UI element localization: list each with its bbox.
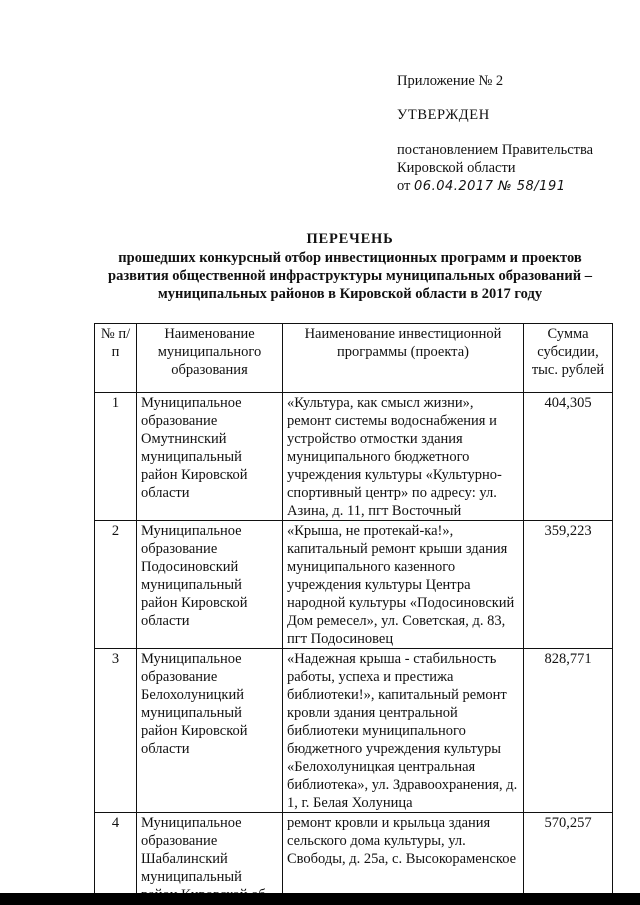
table-row [95, 393, 613, 521]
document-title: ПЕРЕЧЕНЬ [306, 231, 394, 247]
table-header-row [95, 324, 613, 393]
cell-municipality: Муниципальное образование Белохолуницкий муниципальный район Кировской области [137, 649, 283, 813]
cell-municipality: Муниципальное образование Шабалинский муниципальный [137, 813, 283, 905]
document-heading [80, 230, 620, 303]
cell-municipality: Муниципальное образование Омутнинский муниципальный район Кировской области [137, 393, 283, 521]
cell-program: ремонт кровли и крыльца здания сельского дома культуры, ул. Свободы, д. 25а, с. Высокораменское [283, 813, 524, 905]
header-num: № п/п [95, 324, 137, 393]
program-table [94, 323, 613, 905]
cell-sum: 404,305 [524, 393, 613, 521]
header-program: Наименование инвестиционной программы (проекта) [283, 324, 524, 393]
approval-line-1: постановлением Правительства [397, 142, 594, 158]
heading-line-3: муниципальных районов в Кировской области в 2017 году [157, 286, 543, 302]
heading-line-2: развития общественной инфраструктуры муниципальных образований – [108, 268, 592, 284]
approval-block [397, 72, 622, 196]
cell-num: 2 [95, 521, 137, 649]
table-row [95, 813, 613, 905]
table-row [95, 649, 613, 813]
cell-sum: 359,223 [524, 521, 613, 649]
header-sum: Сумма субсидии, тыс. рублей [524, 324, 613, 393]
heading-line-1: прошедших конкурсный отбор инвестиционных программ и проектов [118, 250, 582, 266]
header-municipality: Наименование муниципального образования [137, 324, 283, 393]
date-prefix: от [397, 178, 411, 194]
cell-program: «Культура, как смысл жизни», ремонт системы водоснабжения и устройство отмостки здания муниципального бюджетного учреждения культуры «Культурно-спортивный центр» по адресу: ул. Азина, д. 11, пгт Восточный [283, 393, 524, 521]
cell-num: 4 [95, 813, 137, 905]
handwritten-date: 06.04.2017 № 58/191 [414, 179, 566, 194]
cell-sum: 570,257 [524, 813, 613, 905]
scan-bottom-edge [0, 893, 640, 905]
cell-sum: 828,771 [524, 649, 613, 813]
approval-date-line [397, 177, 622, 196]
cell-program: «Крыша, не протекай-ка!», капитальный ремонт крыши здания муниципального казенного учреждения культуры Центра народной культуры «Подосиновский Дом ремесел», ул. Советская, д. 83, пгт Подосиновец [283, 521, 524, 649]
cell-municipality: Муниципальное образование Подосиновский муниципальный район Кировской области [137, 521, 283, 649]
table-row [95, 521, 613, 649]
annex-number: Приложение № 2 [397, 73, 504, 89]
cell-num: 3 [95, 649, 137, 813]
cell-num: 1 [95, 393, 137, 521]
approval-line-2: Кировской области [397, 160, 516, 176]
cell-program: «Надежная крыша - стабильность работы, успеха и престижа библиотеки!», капитальный ремонт кровли здания центральной библиотеки муниципального бюджетного учреждения культуры «Белохолуницкая центральная библиотека», ул. Здравоохранения, д. 1, г. Белая Холуница [283, 649, 524, 813]
approved-label: УТВЕРЖДЕН [397, 107, 490, 123]
